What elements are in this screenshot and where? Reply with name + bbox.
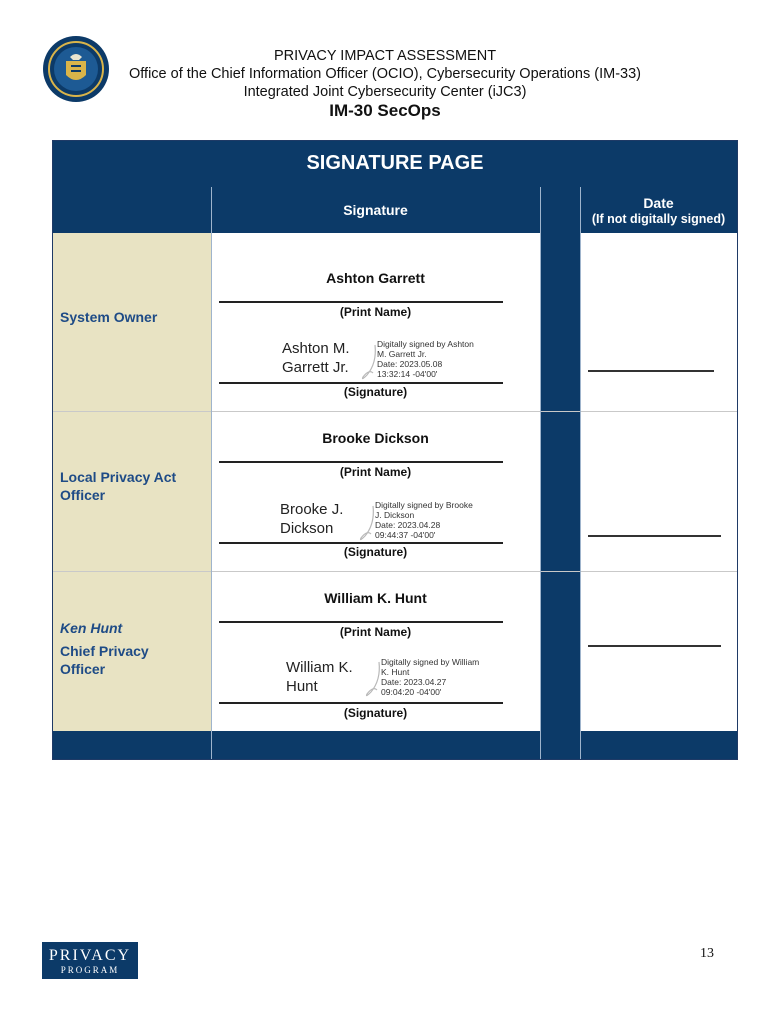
column-divider [211,187,212,759]
role-cell-privacy-act-officer [53,412,211,571]
header-cell-signature [211,187,540,233]
header-line-2: Office of the Chief Information Officer (OCIO), Cybersecurity Operations (IM-33) [129,66,641,82]
print-name: Ashton Garrett [326,270,425,286]
header-cell-spacer [540,187,580,233]
header-line-3: Integrated Joint Cybersecurity Center (iJC3) [243,84,527,100]
print-name-caption: (Print Name) [339,625,412,639]
date-line [588,645,721,647]
signature-detail-1: Digitally signed by William [381,657,480,667]
signature-detail-1: Digitally signed by Brooke [375,500,473,510]
role-label-line-2: Officer [60,661,106,677]
date-line [588,370,714,372]
date-column-header: Date [643,195,674,211]
print-name-rule [219,461,503,463]
signature-detail-4: 09:44:37 -04'00' [375,530,436,540]
signature-detail-3: Date: 2023.04.28 [375,520,441,530]
signature-rule [219,382,503,384]
signature-name-line-1: William K. [286,659,353,676]
signature-scribble-icon [363,660,383,700]
signature-caption: (Signature) [343,706,408,720]
print-name-caption: (Print Name) [339,465,412,479]
page-number: 13 [700,946,714,961]
header-cell-role [53,187,211,233]
date-line [588,535,721,537]
signature-name-line-2: Dickson [280,520,334,537]
date-cell [580,233,737,411]
signature-cell [211,572,540,731]
privacy-program-logo [42,942,138,979]
signature-detail-1: Digitally signed by Ashton [377,339,474,349]
role-cell-chief-privacy-officer [53,572,211,731]
role-label: Local Privacy Act [60,469,177,485]
print-name-rule [219,301,503,303]
print-name-rule [219,621,503,623]
signature-detail-3: Date: 2023.04.27 [381,677,447,687]
date-column-subheader: (If not digitally signed) [591,212,726,226]
document-title: IM-30 SecOps [329,101,441,120]
signature-detail-3: Date: 2023.05.08 [377,359,443,369]
date-cell [580,412,737,571]
signature-page-title: SIGNATURE PAGE [306,152,484,174]
print-name: Brooke Dickson [322,430,429,446]
table-footer-bar [53,731,737,759]
signature-name-line-1: Ashton M. [282,340,350,357]
column-divider [580,187,581,759]
signature-name-line-2: Garrett Jr. [282,359,349,376]
title-bar [53,141,737,187]
signature-cell [211,412,540,571]
signature-detail-4: 09:04:20 -04'00' [381,687,442,697]
signature-rule [219,702,503,704]
print-name: William K. Hunt [324,590,427,606]
signature-name-line-2: Hunt [286,678,318,695]
role-label: Chief Privacy [60,643,149,659]
role-cell-system-owner [53,233,211,411]
header-cell-date [580,187,737,233]
role-person-name: Ken Hunt [60,620,123,636]
signature-detail-2: K. Hunt [381,667,410,677]
date-cell [580,572,737,731]
logo-text-line-2: PROGRAM [60,965,120,975]
signature-detail-4: 13:32:14 -04'00' [377,369,438,379]
signature-rule [219,542,503,544]
signature-name-line-1: Brooke J. [280,501,344,518]
signature-column-header: Signature [343,202,408,218]
signature-scribble-icon [359,343,379,383]
spacer-column [540,233,580,731]
signature-detail-2: J. Dickson [375,510,415,520]
signature-caption: (Signature) [343,545,408,559]
logo-text-line-1: PRIVACY [48,947,132,964]
header-line-1: PRIVACY IMPACT ASSESSMENT [273,48,497,64]
column-divider [540,187,541,759]
signature-cell [211,233,540,411]
role-label-line-2: Officer [60,487,106,503]
signature-table [52,140,738,760]
signature-scribble-icon [357,504,377,544]
role-label: System Owner [60,309,158,325]
signature-caption: (Signature) [343,385,408,399]
signature-detail-2: M. Garrett Jr. [377,349,427,359]
print-name-caption: (Print Name) [339,305,412,319]
